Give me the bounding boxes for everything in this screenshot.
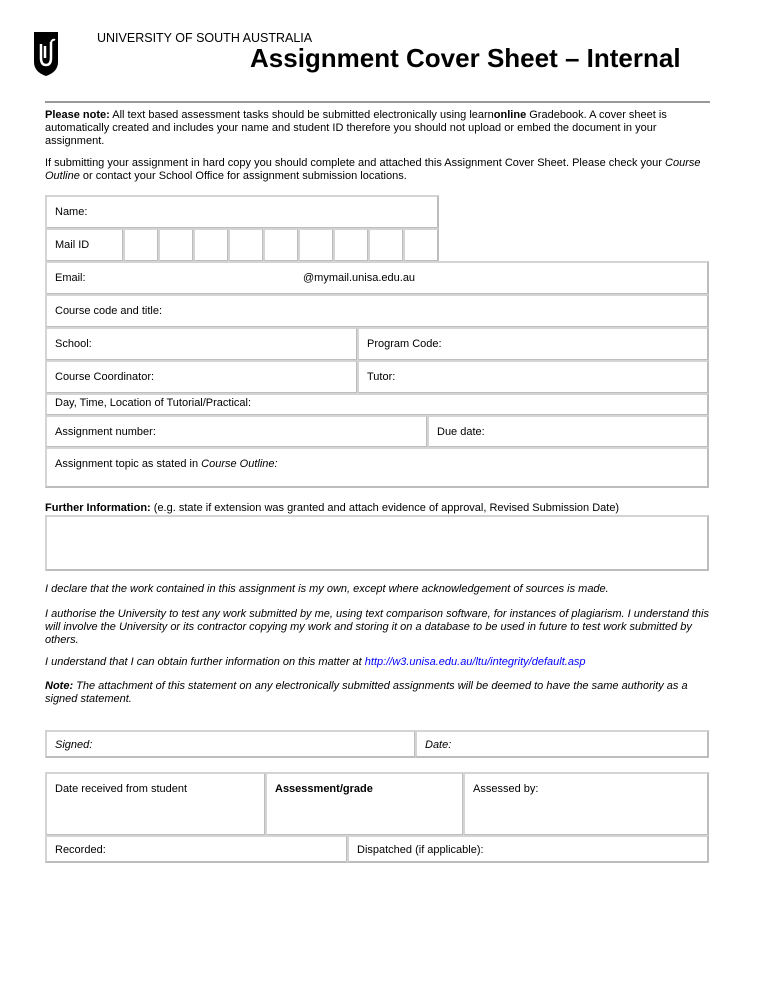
declaration-own-work: I declare that the work contained in this assignment is my own, except where acknowledgement of sources is made. xyxy=(45,583,609,595)
assessed-by-label: Assessed by: xyxy=(473,783,539,795)
unisa-logo-icon xyxy=(34,32,58,76)
mail-id-digit-box[interactable] xyxy=(228,228,264,262)
hardcopy-text-2: or contact your School Office for assignment submission locations. xyxy=(79,170,407,182)
signed-field[interactable] xyxy=(45,730,416,758)
name-label: Name: xyxy=(55,206,88,218)
assignment-number-label: Assignment number: xyxy=(55,426,156,438)
mail-id-digit-box[interactable] xyxy=(263,228,299,262)
mail-id-digit-box[interactable] xyxy=(368,228,404,262)
note-paragraph xyxy=(45,109,710,148)
hardcopy-text: If submitting your assignment in hard copy you should complete and attached this Assignment Cover Sheet. Please check your xyxy=(45,157,666,169)
email-label: Email: xyxy=(55,272,86,284)
declaration-info-text: I understand that I can obtain further information on this matter at xyxy=(45,656,365,668)
course-outline-ref: Course Outline xyxy=(45,157,701,182)
declaration-note xyxy=(45,680,710,706)
mail-id-digit-box[interactable] xyxy=(333,228,369,262)
topic-field[interactable] xyxy=(45,447,709,488)
further-info-field[interactable] xyxy=(45,515,709,571)
mail-id-label: Mail ID xyxy=(55,239,90,251)
divider xyxy=(45,101,710,103)
note-text: All text based assessment tasks should be submitted electronically using learn xyxy=(109,109,494,121)
assessment-grade-field[interactable] xyxy=(265,772,464,836)
name-field[interactable] xyxy=(45,195,439,229)
signed-label: Signed: xyxy=(55,739,93,751)
tutorial-field[interactable] xyxy=(45,393,709,416)
course-label: Course code and title: xyxy=(55,305,163,317)
dispatched-field[interactable] xyxy=(347,835,709,863)
note-label: Please note: xyxy=(45,109,110,121)
email-field[interactable] xyxy=(45,261,709,295)
mail-id-digit-box[interactable] xyxy=(298,228,334,262)
mail-id-digit-box[interactable] xyxy=(403,228,439,262)
coordinator-label: Course Coordinator: xyxy=(55,371,155,383)
tutor-field[interactable] xyxy=(357,360,709,394)
program-code-label: Program Code: xyxy=(367,338,442,350)
date-received-field[interactable] xyxy=(45,772,266,836)
school-label: School: xyxy=(55,338,92,350)
university-name: UNIVERSITY OF SOUTH AUSTRALIA xyxy=(97,31,313,45)
topic-label: Assignment topic as stated in xyxy=(55,458,202,470)
further-info-bold: Further Information: xyxy=(45,502,151,514)
mail-id-label-cell xyxy=(45,228,124,262)
further-info-label xyxy=(45,502,710,515)
declaration-plagiarism: I authorise the University to test any work submitted by me, using text comparison software, for instances of plagiarism. I understand this will involve the University or its contractor copying my work and storing it on a database to be used in future to test work submitted by others. xyxy=(45,608,709,646)
recorded-field[interactable] xyxy=(45,835,348,863)
note-bold: Note: xyxy=(45,680,74,692)
page-title: Assignment Cover Sheet – Internal xyxy=(250,43,681,73)
dispatched-label: Dispatched (if applicable): xyxy=(357,844,484,856)
tutor-label: Tutor: xyxy=(367,371,396,383)
coordinator-field[interactable] xyxy=(45,360,358,394)
mail-id-digit-box[interactable] xyxy=(158,228,194,262)
note-text: The attachment of this statement on any electronically submitted assignments will be deemed to have the same authority as a signed statement. xyxy=(45,680,688,705)
date-label: Date: xyxy=(425,739,452,751)
declaration-info xyxy=(45,656,710,669)
due-date-field[interactable] xyxy=(427,415,709,448)
assignment-number-field[interactable] xyxy=(45,415,428,448)
note-online: online xyxy=(493,109,527,121)
course-field[interactable] xyxy=(45,294,709,328)
recorded-label: Recorded: xyxy=(55,844,106,856)
mail-id-digit-box[interactable] xyxy=(193,228,229,262)
hardcopy-paragraph xyxy=(45,157,710,183)
mail-id-digit-box[interactable] xyxy=(123,228,159,262)
further-info-text: (e.g. state if extension was granted and attach evidence of approval, Revised Submission Date) xyxy=(150,502,620,514)
assessment-grade-label: Assessment/grade xyxy=(275,783,373,795)
date-field[interactable] xyxy=(415,730,709,758)
date-received-label: Date received from student xyxy=(55,783,188,795)
assessed-by-field[interactable] xyxy=(463,772,709,836)
topic-course-outline: Course Outline: xyxy=(201,458,278,470)
email-domain: @mymail.unisa.edu.au xyxy=(303,272,416,284)
school-field[interactable] xyxy=(45,327,358,361)
note-text-2: Gradebook. A cover sheet is automatically created and includes your name and student ID therefore you should not upload or embed the document in your assignment. xyxy=(45,109,667,147)
program-code-field[interactable] xyxy=(357,327,709,361)
due-date-label: Due date: xyxy=(437,426,485,438)
integrity-link[interactable]: http://w3.unisa.edu.au/ltu/integrity/default.asp xyxy=(364,656,586,668)
tutorial-label: Day, Time, Location of Tutorial/Practical: xyxy=(55,397,252,409)
